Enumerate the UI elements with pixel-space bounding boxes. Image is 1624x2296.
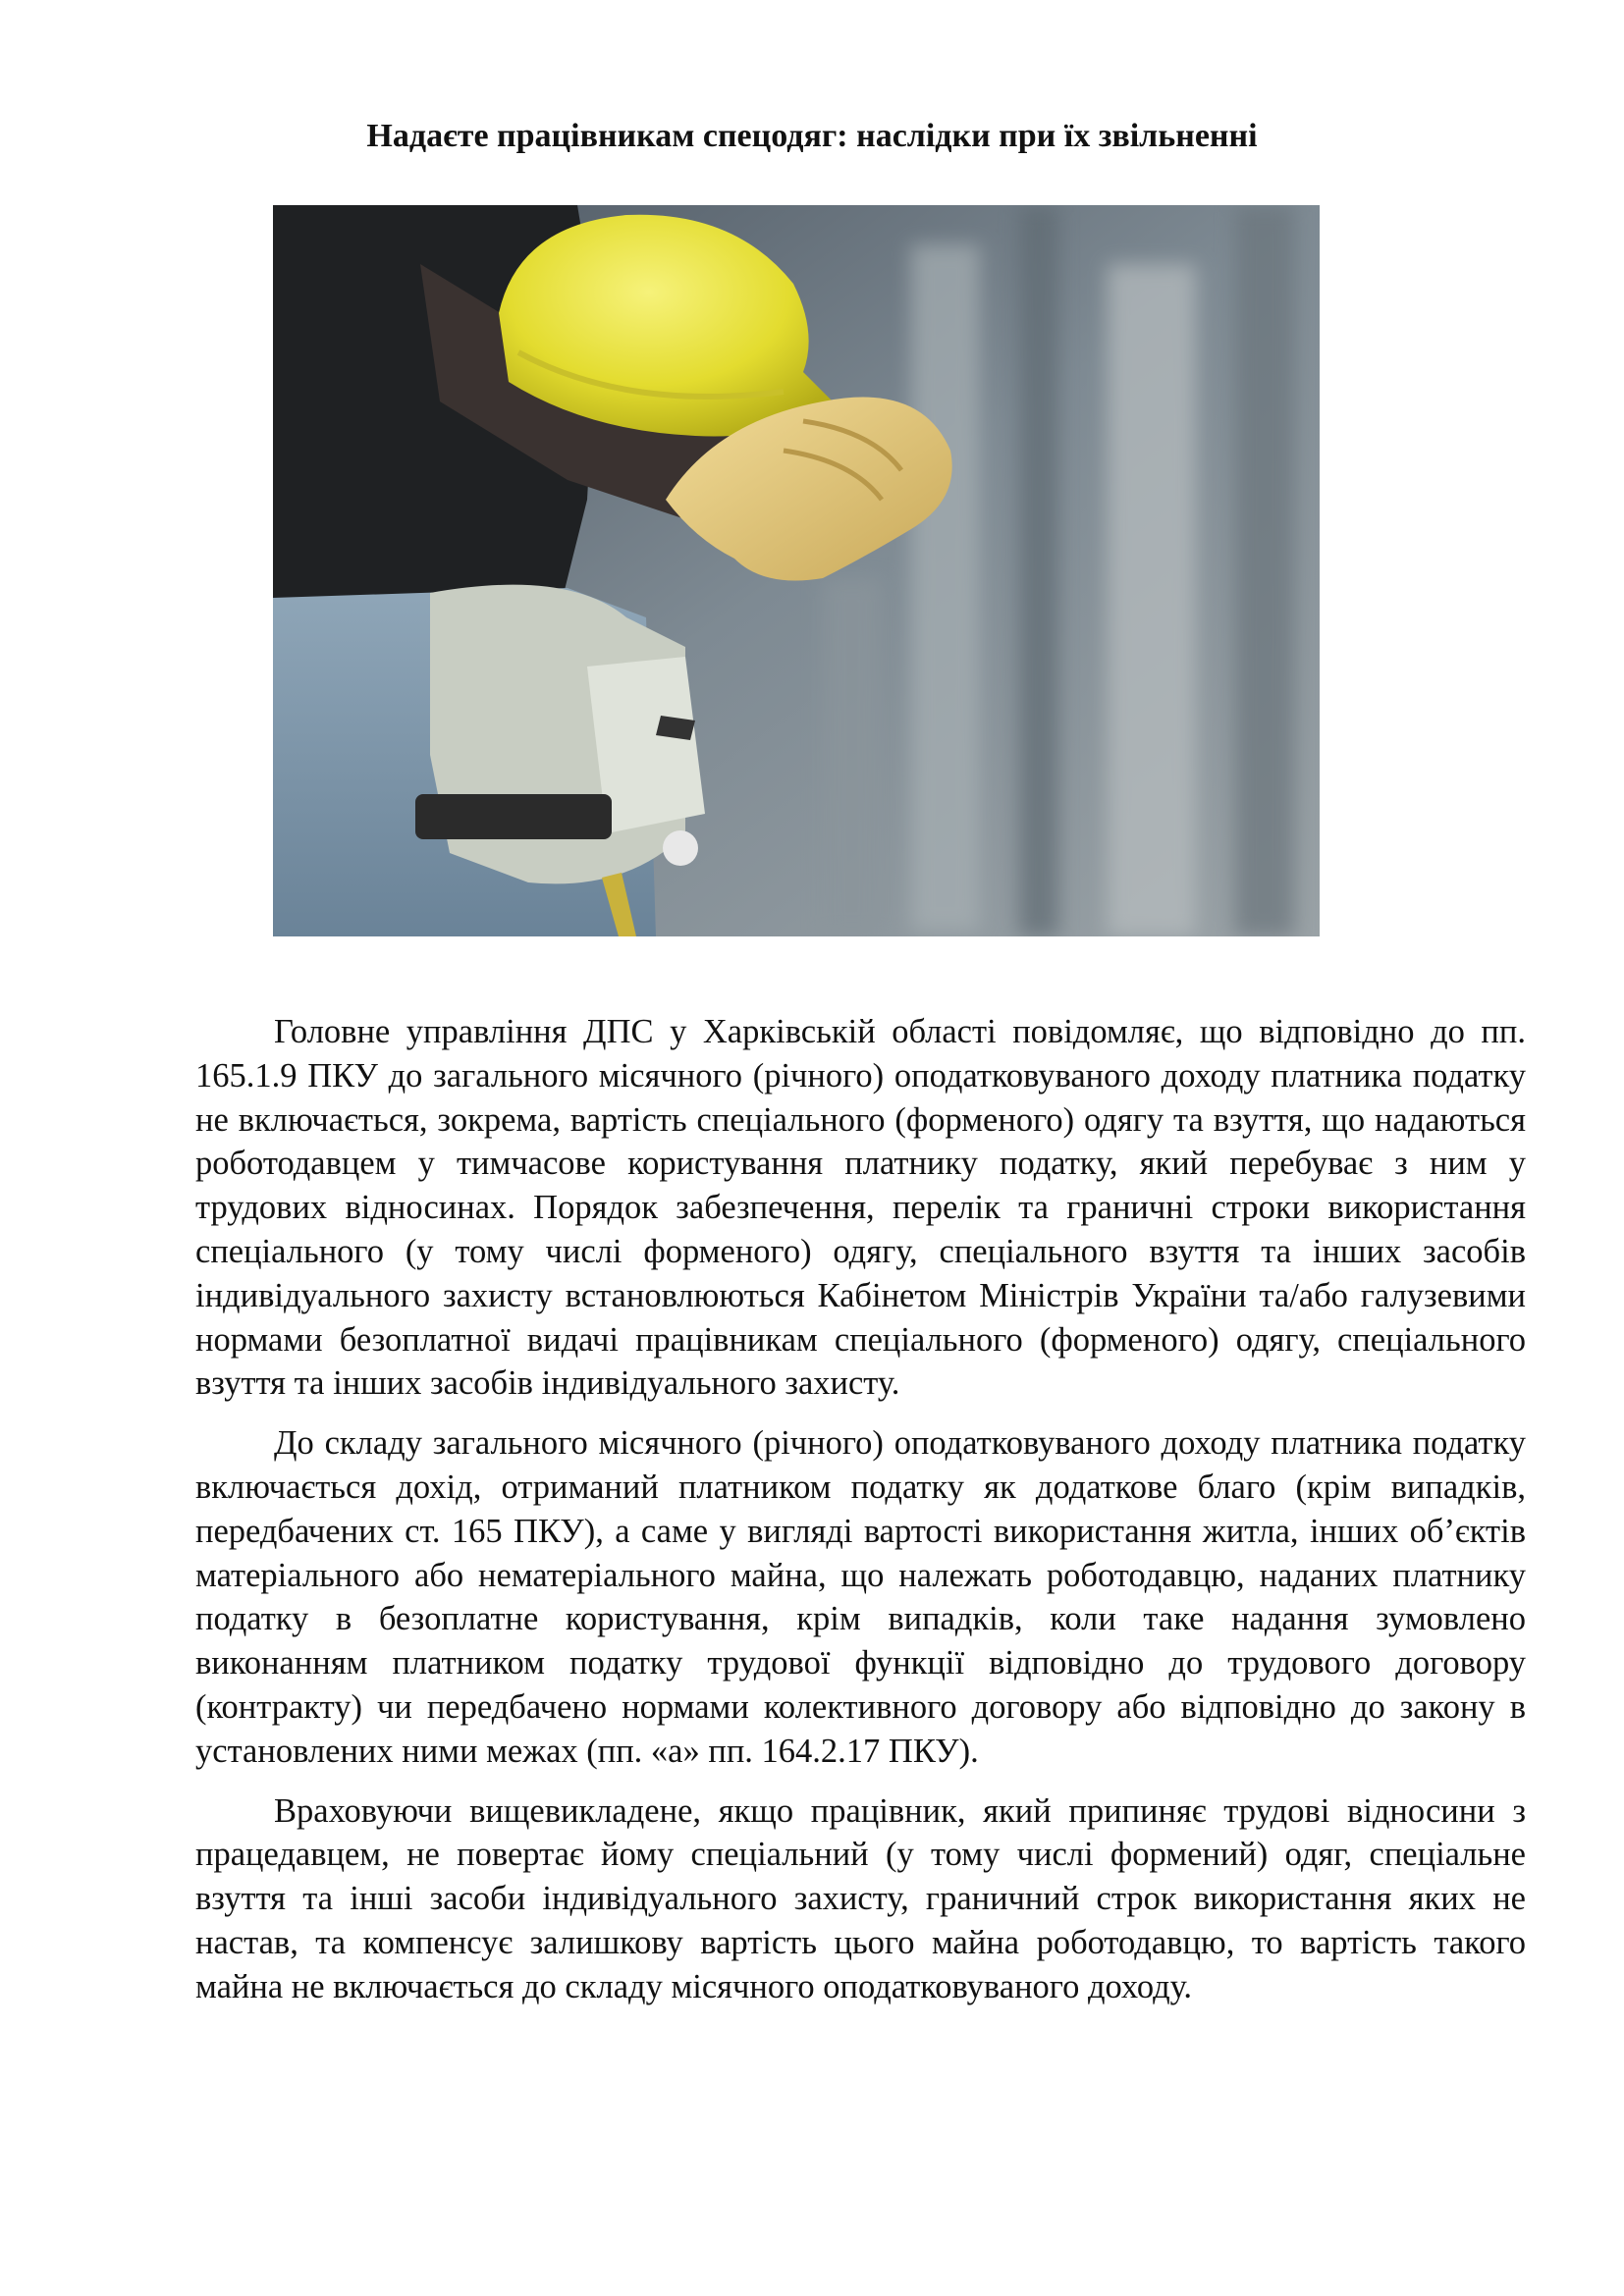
worker-photo bbox=[273, 205, 1320, 936]
page-title: Надаєте працівникам спецодяг: наслідки при їх звільненні bbox=[366, 118, 1258, 154]
paragraph: Головне управління ДПС у Харківській області повідомляє, що відповідно до пп. 165.1.9 ПКУ до загального місячного (річного) оподатковуваного доходу платника податку не включається, зокрема, вартість спеціального (форменого) одягу та взуття, що надаються роботодавцем у тимчасове користування платнику податку, який перебуває з ним у трудових відносинах. Порядок забезпечення, перелік та граничні строки використання спеціального (у тому числі форменого) одягу, спеціального взуття та інших засобів індивідуального захисту встановлюються Кабінетом Міністрів України та/або галузевими нормами безоплатної видачі працівникам спеціального (форменого) одягу, спеціального взуття та інших засобів індивідуального захисту. bbox=[195, 1013, 1526, 1403]
paragraph: До складу загального місячного (річного) оподатковуваного доходу платника податку включається дохід, отриманий платником податку як додаткове благо (крім випадків, передбачених ст. 165 ПКУ), а саме у вигляді вартості використання житла, інших об’єктів матеріального або нематеріального майна, що належать роботодавцю, наданих платнику податку в безоплатне користування, крім випадків, коли таке надання зумовлено виконанням платником податку трудової функції відповідно до трудового договору (контракту) чи передбачено нормами колективного договору або відповідно до закону в установлених ними межах (пп. «а» пп. 164.2.17 ПКУ). bbox=[195, 1424, 1526, 1770]
article-body bbox=[195, 1010, 1526, 2025]
worker-with-hard-hat-icon bbox=[273, 205, 1320, 936]
paragraph: Враховуючи вищевикладене, якщо працівник, який припиняє трудові відносини з працедавцем, не повертає йому спеціальний (у тому числі формений) одяг, спеціальне взуття та інші засоби індивідуального захисту, граничний строк використання яких не настав, та компенсує залишкову вартість цього майна роботодавцю, то вартість такого майна не включається до складу місячного оподатковуваного доходу. bbox=[195, 1791, 1526, 2005]
